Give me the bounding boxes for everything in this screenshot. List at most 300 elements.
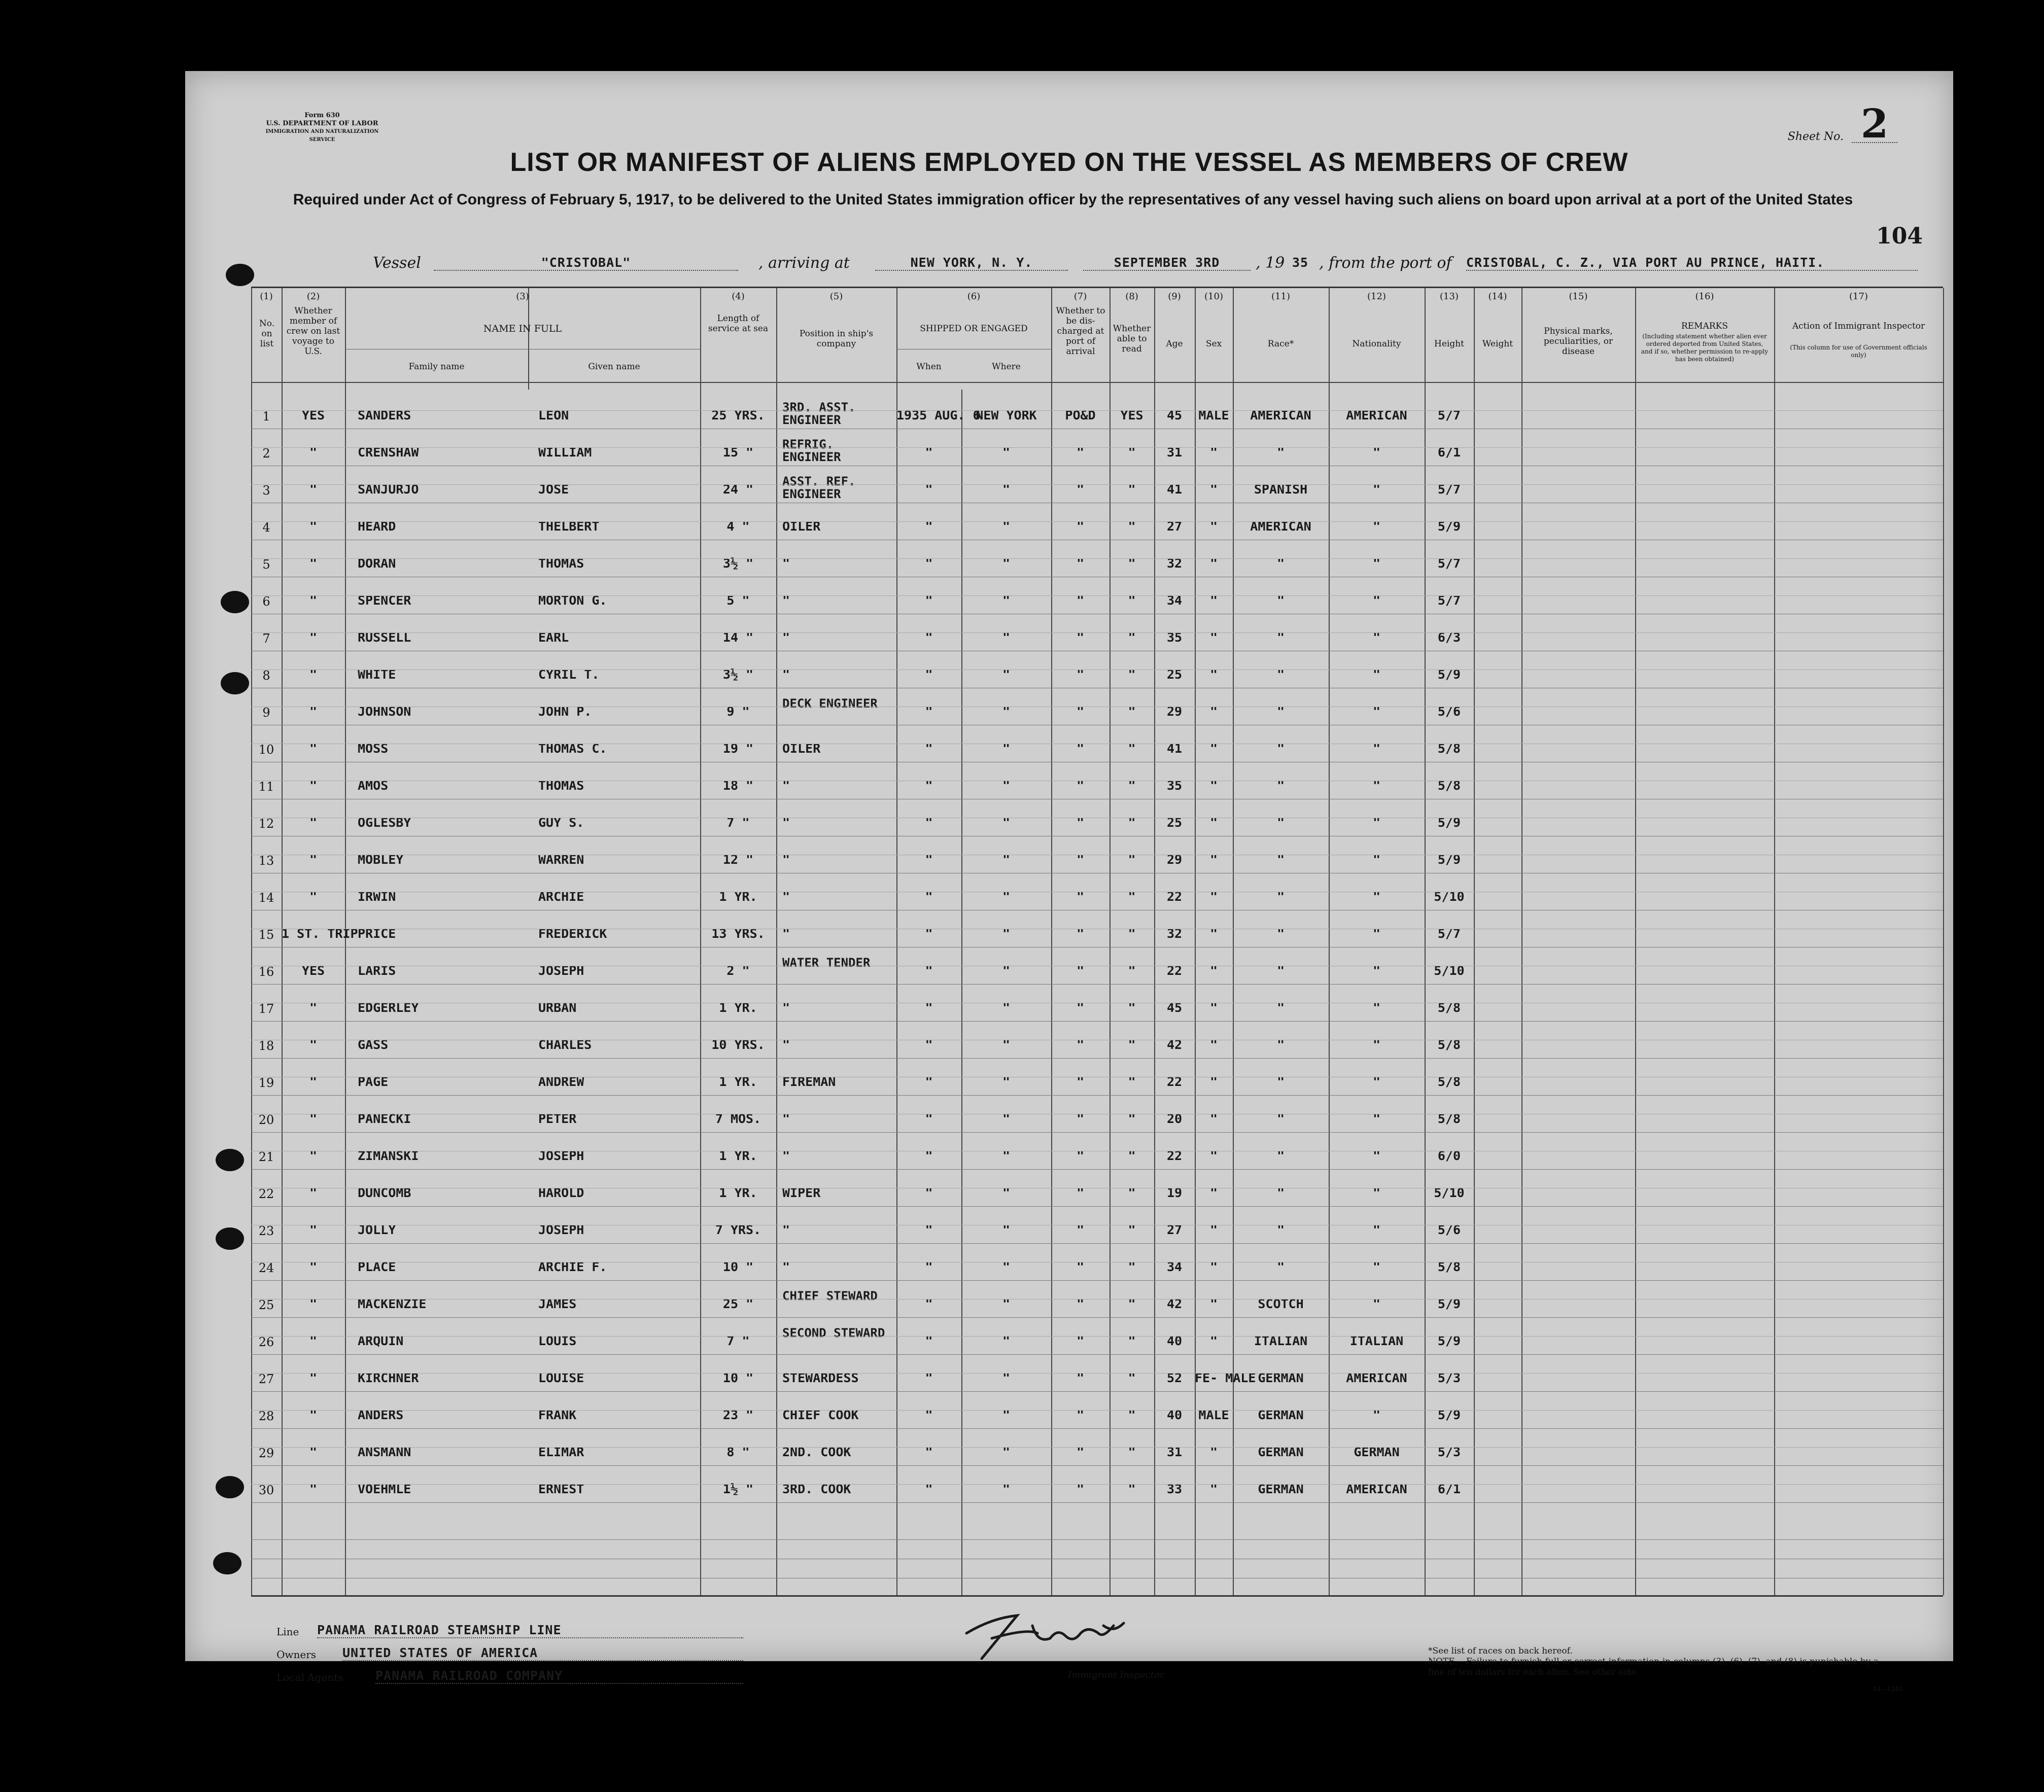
cell-age: 20 xyxy=(1166,1111,1183,1126)
cell-race: GERMAN xyxy=(1258,1482,1304,1496)
department: U.S. DEPARTMENT OF LABOR xyxy=(266,120,378,127)
cell-where: " xyxy=(1002,1259,1011,1274)
cell-last: " xyxy=(309,1333,318,1348)
line-label: Line xyxy=(276,1626,299,1638)
col-num: (4) xyxy=(732,291,745,302)
races-note: *See list of races on back hereof. xyxy=(1428,1646,1573,1656)
col-num: (17) xyxy=(1849,291,1868,302)
cell-age: 42 xyxy=(1166,1296,1183,1311)
cell-age: 34 xyxy=(1166,1259,1183,1274)
cell-nat: " xyxy=(1372,667,1381,682)
cell-when: " xyxy=(925,1259,933,1274)
cell-family: KIRCHNER xyxy=(358,1371,419,1385)
cell-position: " xyxy=(782,1148,790,1163)
cell-age: 33 xyxy=(1166,1482,1183,1496)
cell-family: ANDERS xyxy=(358,1408,404,1422)
cell-last: " xyxy=(309,593,318,608)
col-no-on-list: No. on list xyxy=(259,319,275,349)
cell-height: 5/8 xyxy=(1437,1000,1461,1015)
cell-service: 25 " xyxy=(722,1296,754,1311)
cell-race: GERMAN xyxy=(1258,1408,1304,1422)
binder-hole xyxy=(221,672,249,694)
cell-given: CYRIL T. xyxy=(538,667,600,682)
cell-position: " xyxy=(782,630,790,645)
cell-family: PLACE xyxy=(358,1259,396,1274)
cell-where: " xyxy=(1002,556,1011,571)
cell-read: YES xyxy=(1120,408,1144,423)
cell-given: ANDREW xyxy=(538,1074,584,1089)
form-number: Form 630 xyxy=(304,112,340,119)
cell-when: " xyxy=(925,889,933,904)
cell-height: 5/7 xyxy=(1437,408,1461,423)
row-number: 21 xyxy=(258,1150,274,1164)
cell-given: ARCHIE F. xyxy=(538,1259,607,1274)
cell-age: 22 xyxy=(1166,963,1183,978)
cell-given: URBAN xyxy=(538,1000,577,1015)
cell-nat: " xyxy=(1372,519,1381,534)
cell-family: RUSSELL xyxy=(358,630,411,645)
sheet-number-value: 2 xyxy=(1852,107,1897,143)
cell-where: NEW YORK xyxy=(976,408,1037,423)
cell-disch: " xyxy=(1076,1296,1085,1311)
cell-sex: " xyxy=(1209,1296,1218,1311)
cell-position: OILER xyxy=(782,741,821,756)
cell-given: ARCHIE xyxy=(538,889,584,904)
cell-nat: ITALIAN xyxy=(1349,1333,1404,1348)
cell-race: " xyxy=(1276,741,1285,756)
cell-height: 5/8 xyxy=(1437,1037,1461,1052)
row-number: 19 xyxy=(258,1076,274,1090)
cell-nat: " xyxy=(1372,815,1381,830)
page-subtitle: Required under Act of Congress of February 5, 1917, to be delivered to the United States immigration officer by the representatives of any vessel having such aliens on board upon arrival at a port of the United States xyxy=(293,191,1853,208)
arrival-date: SEPTEMBER 3RD xyxy=(1083,255,1251,271)
row-number: 12 xyxy=(258,817,274,831)
cell-disch: " xyxy=(1076,704,1085,719)
cell-family: WHITE xyxy=(358,667,396,682)
cell-sex: " xyxy=(1209,1259,1218,1274)
cell-read: " xyxy=(1128,1222,1136,1237)
cell-sex: " xyxy=(1209,519,1218,534)
cell-position: " xyxy=(782,667,790,682)
cell-service: 8 " xyxy=(726,1445,750,1459)
cell-race: GERMAN xyxy=(1258,1371,1304,1385)
cell-sex: " xyxy=(1209,1445,1218,1459)
cell-position: " xyxy=(782,1222,790,1237)
cell-sex: " xyxy=(1209,963,1218,978)
col-num: (16) xyxy=(1695,291,1714,302)
cell-height: 5/8 xyxy=(1437,1111,1461,1126)
cell-race: " xyxy=(1276,926,1285,941)
cell-height: 5/3 xyxy=(1437,1445,1461,1459)
cell-where: " xyxy=(1002,815,1011,830)
cell-where: " xyxy=(1002,741,1011,756)
owners-value: UNITED STATES OF AMERICA xyxy=(342,1645,743,1661)
cell-position: WATER TENDER xyxy=(782,956,871,970)
cell-age: 41 xyxy=(1166,482,1183,497)
cell-sex: " xyxy=(1209,1333,1218,1348)
inspector-signature xyxy=(951,1598,1164,1664)
cell-disch: " xyxy=(1076,852,1085,867)
cell-where: " xyxy=(1002,852,1011,867)
col-num: (10) xyxy=(1204,291,1223,302)
cell-last: " xyxy=(309,482,318,497)
cell-race: " xyxy=(1276,1037,1285,1052)
row-number: 23 xyxy=(258,1224,274,1238)
cell-disch: " xyxy=(1076,815,1085,830)
cell-last: YES xyxy=(301,408,325,423)
cell-position: 2ND. COOK xyxy=(782,1445,851,1459)
cell-height: 5/6 xyxy=(1437,1222,1461,1237)
cell-when: " xyxy=(925,482,933,497)
cell-race: " xyxy=(1276,815,1285,830)
cell-read: " xyxy=(1128,1408,1136,1422)
col-action: Action of Immigrant Inspector xyxy=(1792,321,1925,331)
cell-height: 5/10 xyxy=(1434,889,1465,904)
cell-nat: AMERICAN xyxy=(1346,1371,1407,1385)
cell-given: JOHN P. xyxy=(538,704,592,719)
cell-read: " xyxy=(1128,630,1136,645)
row-number: 15 xyxy=(258,928,274,942)
cell-read: " xyxy=(1128,1482,1136,1496)
cell-service: 7 MOS. xyxy=(715,1111,761,1126)
binder-hole xyxy=(221,591,249,613)
cell-family: JOHNSON xyxy=(358,704,411,719)
cell-read: " xyxy=(1128,1148,1136,1163)
cell-sex: " xyxy=(1209,1185,1218,1200)
cell-disch: " xyxy=(1076,1111,1085,1126)
cell-given: JOSE xyxy=(538,482,569,497)
row-number: 1 xyxy=(262,409,270,424)
cell-last: " xyxy=(309,1148,318,1163)
cell-given: WILLIAM xyxy=(538,445,592,460)
cell-height: 5/7 xyxy=(1437,926,1461,941)
binder-hole xyxy=(216,1149,244,1171)
cell-disch: " xyxy=(1076,556,1085,571)
cell-service: 12 " xyxy=(722,852,754,867)
col-age: Age xyxy=(1166,339,1183,349)
cell-read: " xyxy=(1128,963,1136,978)
cell-position: FIREMAN xyxy=(782,1074,836,1089)
cell-when: " xyxy=(925,1482,933,1496)
cell-when: " xyxy=(925,852,933,867)
cell-service: 1 YR. xyxy=(719,1000,757,1015)
cell-where: " xyxy=(1002,1000,1011,1015)
cell-given: CHARLES xyxy=(538,1037,592,1052)
cell-nat: " xyxy=(1372,963,1381,978)
cell-family: ZIMANSKI xyxy=(358,1148,419,1163)
cell-sex: " xyxy=(1209,852,1218,867)
row-number: 25 xyxy=(258,1298,274,1312)
row-number: 27 xyxy=(258,1372,274,1386)
col-member-last-voyage: Whether member of crew on last voyage to U.S. xyxy=(286,306,340,357)
cell-when: " xyxy=(925,963,933,978)
cell-when: " xyxy=(925,1111,933,1126)
cell-read: " xyxy=(1128,667,1136,682)
cell-sex: " xyxy=(1209,630,1218,645)
cell-service: 23 " xyxy=(722,1408,754,1422)
form-header xyxy=(256,112,388,144)
cell-nat: " xyxy=(1372,1185,1381,1200)
row-number: 26 xyxy=(258,1335,274,1349)
cell-race: " xyxy=(1276,889,1285,904)
cell-position: ASST. REF. ENGINEER xyxy=(782,474,856,501)
cell-sex: " xyxy=(1209,1111,1218,1126)
cell-last: " xyxy=(309,1259,318,1274)
cell-service: 7 YRS. xyxy=(715,1222,761,1237)
cell-where: " xyxy=(1002,704,1011,719)
cell-sex: " xyxy=(1209,482,1218,497)
cell-sex: " xyxy=(1209,556,1218,571)
cell-service: 7 " xyxy=(726,1333,750,1348)
cell-height: 5/7 xyxy=(1437,556,1461,571)
cell-height: 5/7 xyxy=(1437,593,1461,608)
cell-service: 18 " xyxy=(722,778,754,793)
cell-disch: " xyxy=(1076,1408,1085,1422)
arrival-year: 35 xyxy=(1292,255,1309,270)
footer-agents xyxy=(276,1666,885,1686)
row-number: 18 xyxy=(258,1039,274,1053)
cell-age: 27 xyxy=(1166,519,1183,534)
cell-height: 5/9 xyxy=(1437,667,1461,682)
cell-family: EDGERLEY xyxy=(358,1000,419,1015)
cell-read: " xyxy=(1128,482,1136,497)
col-remarks-sub: (Including statement whether alien ever ordered deported from United States, and if so, whether permission to re-apply has been obtained) xyxy=(1641,333,1769,363)
cell-when: " xyxy=(925,926,933,941)
cell-where: " xyxy=(1002,445,1011,460)
row-number: 17 xyxy=(258,1002,274,1016)
row-number: 14 xyxy=(258,891,274,905)
cell-sex: MALE xyxy=(1198,1408,1229,1422)
cell-disch: " xyxy=(1076,1037,1085,1052)
crew-table xyxy=(251,287,1943,1597)
cell-read: " xyxy=(1128,1037,1136,1052)
page-number: 104 xyxy=(1876,223,1923,249)
cell-when: " xyxy=(925,704,933,719)
cell-where: " xyxy=(1002,1185,1011,1200)
cell-read: " xyxy=(1128,778,1136,793)
cell-position: " xyxy=(782,556,790,571)
cell-nat: " xyxy=(1372,1148,1381,1163)
col-position: Position in ship's company xyxy=(799,329,874,349)
cell-when: " xyxy=(925,1000,933,1015)
cell-last: " xyxy=(309,1222,318,1237)
cell-given: MORTON G. xyxy=(538,593,607,608)
cell-when: " xyxy=(925,630,933,645)
cell-when: " xyxy=(925,778,933,793)
sheet-number-label: Sheet No. xyxy=(1787,130,1844,143)
from-label: , from the port of xyxy=(1319,254,1452,272)
cell-position: STEWARDESS xyxy=(782,1371,859,1385)
cell-height: 5/10 xyxy=(1434,1185,1465,1200)
cell-where: " xyxy=(1002,1371,1011,1385)
cell-where: " xyxy=(1002,1111,1011,1126)
cell-read: " xyxy=(1128,889,1136,904)
footer-owners xyxy=(276,1643,885,1664)
col-num: (3) xyxy=(516,291,529,302)
cell-race: AMERICAN xyxy=(1250,519,1311,534)
cell-race: " xyxy=(1276,1259,1285,1274)
cell-disch: " xyxy=(1076,630,1085,645)
cell-family: MOSS xyxy=(358,741,389,756)
cell-given: THOMAS xyxy=(538,556,584,571)
cell-nat: " xyxy=(1372,852,1381,867)
cell-family: DUNCOMB xyxy=(358,1185,411,1200)
cell-disch: " xyxy=(1076,1000,1085,1015)
cell-height: 5/6 xyxy=(1437,704,1461,719)
cell-nat: " xyxy=(1372,630,1381,645)
cell-age: 19 xyxy=(1166,1185,1183,1200)
cell-where: " xyxy=(1002,1408,1011,1422)
cell-where: " xyxy=(1002,926,1011,941)
cell-read: " xyxy=(1128,1111,1136,1126)
cell-where: " xyxy=(1002,1222,1011,1237)
col-when: When xyxy=(916,362,942,372)
cell-race: " xyxy=(1276,778,1285,793)
cell-service: 1 YR. xyxy=(719,1074,757,1089)
cell-race: " xyxy=(1276,704,1285,719)
col-num: (5) xyxy=(829,291,843,302)
cell-given: THOMAS C. xyxy=(538,741,607,756)
cell-family: DORAN xyxy=(358,556,396,571)
cell-service: 7 " xyxy=(726,815,750,830)
cell-service: 1 YR. xyxy=(719,1185,757,1200)
col-race: Race* xyxy=(1267,339,1294,349)
cell-nat: " xyxy=(1372,1037,1381,1052)
cell-last: " xyxy=(309,1445,318,1459)
cell-where: " xyxy=(1002,963,1011,978)
cell-given: JOSEPH xyxy=(538,963,584,978)
cell-last: " xyxy=(309,445,318,460)
cell-last: " xyxy=(309,667,318,682)
cell-where: " xyxy=(1002,593,1011,608)
sheet-number xyxy=(1787,101,1897,147)
cell-nat: " xyxy=(1372,704,1381,719)
cell-where: " xyxy=(1002,778,1011,793)
cell-sex: FE- MALE xyxy=(1195,1371,1256,1385)
cell-service: 5 " xyxy=(726,593,750,608)
cell-family: HEARD xyxy=(358,519,396,534)
line-value: PANAMA RAILROAD STEAMSHIP LINE xyxy=(317,1623,743,1638)
row-number: 10 xyxy=(258,743,274,757)
cell-position: " xyxy=(782,815,790,830)
cell-last: " xyxy=(309,1371,318,1385)
cell-disch: " xyxy=(1076,445,1085,460)
year-prefix: , 19 xyxy=(1256,254,1285,272)
cell-when: " xyxy=(925,519,933,534)
cell-height: 5/10 xyxy=(1434,963,1465,978)
cell-height: 6/1 xyxy=(1437,445,1461,460)
cell-age: 22 xyxy=(1166,1074,1183,1089)
cell-given: LOUISE xyxy=(538,1371,584,1385)
cell-height: 5/7 xyxy=(1437,482,1461,497)
footer-line xyxy=(276,1621,885,1641)
col-num: (13) xyxy=(1440,291,1459,302)
cell-family: MOBLEY xyxy=(358,852,404,867)
row-number: 22 xyxy=(258,1187,274,1201)
cell-when: " xyxy=(925,1333,933,1348)
col-num: (8) xyxy=(1125,291,1138,302)
cell-where: " xyxy=(1002,1296,1011,1311)
cell-when: " xyxy=(925,1148,933,1163)
cell-last: " xyxy=(309,1111,318,1126)
cell-age: 40 xyxy=(1166,1408,1183,1422)
cell-disch: " xyxy=(1076,1074,1085,1089)
cell-age: 22 xyxy=(1166,889,1183,904)
cell-height: 5/8 xyxy=(1437,1074,1461,1089)
cell-sex: " xyxy=(1209,1037,1218,1052)
cell-disch: " xyxy=(1076,1482,1085,1496)
cell-last: " xyxy=(309,778,318,793)
cell-sex: " xyxy=(1209,704,1218,719)
cell-service: 15 " xyxy=(722,445,754,460)
cell-last: " xyxy=(309,741,318,756)
col-shipped-engaged: SHIPPED OR ENGAGED xyxy=(920,324,1028,334)
col-action-sub: (This column for use of Government officials only) xyxy=(1790,344,1927,359)
cell-disch: " xyxy=(1076,741,1085,756)
cell-age: 25 xyxy=(1166,667,1183,682)
cell-where: " xyxy=(1002,1037,1011,1052)
cell-when: " xyxy=(925,1296,933,1311)
arriving-label: , arriving at xyxy=(758,254,850,272)
col-height: Height xyxy=(1434,339,1464,349)
cell-position: SECOND STEWARD xyxy=(782,1326,885,1340)
cell-race: " xyxy=(1276,667,1285,682)
cell-race: " xyxy=(1276,1185,1285,1200)
cell-height: 5/9 xyxy=(1437,1408,1461,1422)
cell-age: 27 xyxy=(1166,1222,1183,1237)
cell-service: 9 " xyxy=(726,704,750,719)
cell-position: " xyxy=(782,926,790,941)
cell-race: " xyxy=(1276,556,1285,571)
cell-height: 5/8 xyxy=(1437,778,1461,793)
cell-read: " xyxy=(1128,1259,1136,1274)
cell-position: DECK ENGINEER xyxy=(782,696,878,711)
row-number: 2 xyxy=(262,446,270,461)
col-family-name: Family name xyxy=(408,362,465,372)
cell-position: CHIEF STEWARD xyxy=(782,1289,878,1303)
col-discharged: Whether to be dis-charged at port of arrival xyxy=(1056,306,1105,357)
cell-given: ERNEST xyxy=(538,1482,584,1496)
cell-family: SANJURJO xyxy=(358,482,419,497)
col-num: (12) xyxy=(1367,291,1386,302)
cell-position: " xyxy=(782,778,790,793)
cell-given: LOUIS xyxy=(538,1333,577,1348)
cell-race: " xyxy=(1276,1000,1285,1015)
cell-nat: " xyxy=(1372,1408,1381,1422)
cell-last: " xyxy=(309,1037,318,1052)
col-given-name: Given name xyxy=(588,362,640,372)
cell-sex: " xyxy=(1209,1000,1218,1015)
cell-height: 5/3 xyxy=(1437,1371,1461,1385)
cell-disch: PO&D xyxy=(1065,408,1096,423)
col-physical: Physical marks, peculiarities, or disease xyxy=(1543,326,1613,357)
cell-position: 3RD. COOK xyxy=(782,1482,851,1496)
row-number: 13 xyxy=(258,854,274,868)
cell-position: REFRIG. ENGINEER xyxy=(782,437,841,464)
cell-position: OILER xyxy=(782,519,821,534)
cell-family: PRICE xyxy=(358,926,396,941)
cell-nat: " xyxy=(1372,1259,1381,1274)
cell-last: " xyxy=(309,556,318,571)
row-number: 24 xyxy=(258,1261,274,1275)
cell-given: LEON xyxy=(538,408,569,423)
cell-read: " xyxy=(1128,1333,1136,1348)
col-num: (1) xyxy=(260,291,273,302)
departure-port: CRISTOBAL, C. Z., VIA PORT AU PRINCE, HAITI. xyxy=(1466,255,1918,271)
row-number: 4 xyxy=(262,520,270,535)
cell-nat: " xyxy=(1372,778,1381,793)
cell-where: " xyxy=(1002,482,1011,497)
